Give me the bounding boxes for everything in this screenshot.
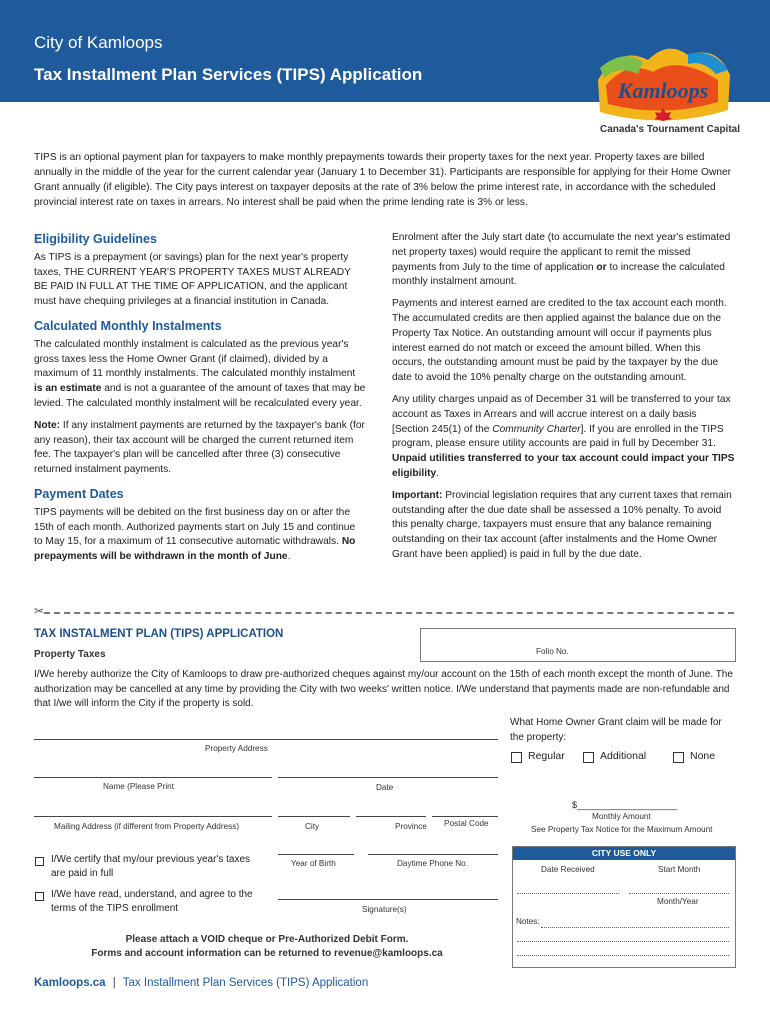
- notes-line-1[interactable]: [541, 927, 729, 928]
- grant-additional-checkbox[interactable]: [583, 752, 594, 763]
- province-label: Province: [395, 822, 427, 831]
- signature-label: Signature(s): [362, 905, 407, 914]
- cut-line: [44, 612, 734, 614]
- daytime-phone-label: Daytime Phone No.: [397, 859, 468, 868]
- tagline: Canada's Tournament Capital: [600, 124, 740, 135]
- province-field[interactable]: [356, 816, 426, 817]
- daytime-phone-field[interactable]: [368, 854, 498, 855]
- city-use-box: [512, 846, 736, 968]
- authorization-text: I/We hereby authorize the City of Kamloops to draw pre-authorized cheques against my/our account on the 15th of each month except the month of June. The authorization may be cancelled at any time by providing the City with two weeks' written notice. I/We understand that payments made are non-refundable and that I/we will inform the City if the property is sold.: [34, 669, 733, 709]
- right-column: [392, 231, 736, 570]
- enrolment-bold: or: [596, 261, 607, 273]
- monthly-amount-field[interactable]: $____________________: [572, 800, 678, 810]
- eligibility-text: As TIPS is a prepayment (or savings) plan for the next year's property taxes, THE CURRENT YEAR'S PROPERTY TAXES MUST ALREADY BE PAID IN FULL AT THE TIME OF APPLICATION, and the applicant must have chequing privileges at a financial institution in Canada.: [34, 251, 351, 308]
- notes-line-2[interactable]: [517, 941, 729, 942]
- utility-c: .: [436, 467, 439, 479]
- calc-text-bold: is an estimate: [34, 383, 102, 395]
- mailing-address-label: Mailing Address (if different from Property Address): [54, 822, 240, 831]
- attach-cheque-note: Please attach a VOID cheque or Pre-Authorized Debit Form.: [125, 934, 409, 945]
- footer-doc-title: Tax Installment Plan Services (TIPS) Application: [122, 977, 369, 989]
- attach-note: [34, 933, 500, 961]
- name-field[interactable]: [34, 777, 272, 778]
- enrolment-text: [392, 231, 736, 290]
- footer: [34, 977, 368, 989]
- utility-text: [392, 393, 736, 482]
- year-of-birth-label: Year of Birth: [291, 859, 336, 868]
- monthly-amount-label: Monthly Amount: [592, 812, 651, 821]
- property-address-field[interactable]: [34, 739, 498, 740]
- grant-regular-label: Regular: [528, 750, 565, 762]
- important-body: Provincial legislation requires that any current taxes that remain outstanding after the due date shall be assessed a 10% penalty. To avoid this penalty charge, taxpayers must ensure that any balance remaining outstanding on their tax account (after instalments and the Home Owner Grant have been applied) is paid in full by the due date.: [392, 489, 732, 560]
- kamloops-logo: [588, 40, 738, 136]
- grant-question: What Home Owner Grant claim will be made for the property:: [510, 717, 722, 743]
- note-label: Note:: [34, 419, 61, 431]
- folio-number-field[interactable]: [420, 628, 736, 662]
- payment-text: [34, 506, 366, 565]
- city-label: City: [305, 822, 320, 831]
- utility-italic: Community Charter: [492, 423, 581, 435]
- start-month-field[interactable]: [629, 893, 729, 894]
- header-city: City of Kamloops: [34, 33, 163, 52]
- return-forms-note: Forms and account information can be returned to revenue@kamloops.ca: [91, 948, 443, 959]
- form-subtitle: Property Taxes: [34, 649, 106, 660]
- calc-text-b: and is not a guarantee of the amount of taxes that may be levied. The calculated monthly instalment will be recalculated every year.: [34, 383, 366, 409]
- date-received-field[interactable]: [517, 893, 619, 894]
- payment-heading: Payment Dates: [34, 486, 124, 501]
- agree-checkbox[interactable]: [35, 892, 44, 901]
- signature-field[interactable]: [278, 899, 498, 900]
- eligibility-heading: Eligibility Guidelines: [34, 232, 157, 246]
- date-received-label: Date Received: [541, 865, 595, 874]
- notes-line-3[interactable]: [517, 955, 729, 956]
- folio-label: Folio No.: [536, 647, 569, 656]
- month-year-label: Month/Year: [657, 897, 699, 906]
- year-of-birth-field[interactable]: [278, 854, 354, 855]
- form-title: TAX INSTALMENT PLAN (TIPS) APPLICATION: [34, 628, 284, 640]
- intro-paragraph: TIPS is an optional payment plan for taxpayers to make monthly prepayments towards their property taxes for the next year. Property taxes are billed annually in the middle of the year for the current calendar year (January 1 to December 31). Participants are responsible for applying for their Home Owner Grant annually (if eligible). The City pays interest on taxpayer deposits at the rate of 3% below the prime interest rate, in accordance with the scheduled provincial interest rate on taxes in arrears. No interest shall be paid when the prime lending rate is 3% or less.: [34, 152, 732, 208]
- name-label: Name (Please Print: [103, 782, 174, 791]
- grant-regular-checkbox[interactable]: [511, 752, 522, 763]
- postal-code-field[interactable]: [432, 816, 498, 817]
- note-body: If any instalment payments are returned by the taxpayer's bank (for any reason), their tax account will be charged the current returned item fee. The taxpayer's plan will be cancelled after three (3) consecutive returned instalment payments.: [34, 419, 365, 476]
- note-text: [34, 419, 366, 478]
- date-label: Date: [376, 783, 394, 792]
- certify-label: I/We certify that my/our previous year's taxes are paid in full: [51, 854, 251, 879]
- left-column: [34, 232, 366, 572]
- calc-text: [34, 338, 366, 412]
- notes-label: Notes:: [516, 917, 540, 926]
- payment-text-a: TIPS payments will be debited on the first business day on or after the 15th of each month. Authorized payments start on July 15 and continue to May 15, for a maximum of 11 consecutive automatic withdrawals.: [34, 506, 356, 548]
- enrolment-b: to increase the calculated monthly instalment amount.: [392, 261, 725, 288]
- payment-text-b: .: [287, 551, 291, 563]
- city-field[interactable]: [278, 816, 350, 817]
- property-address-label: Property Address: [205, 744, 268, 753]
- certify-checkbox[interactable]: [35, 857, 44, 866]
- utility-bold: Unpaid utilities transferred to your tax account could impact your TIPS eligibility: [392, 453, 735, 479]
- enrolment-a: Enrolment after the July start date (to accumulate the next year's estimated net property taxes) would require the applicant to remit the missed payments from July to the time of application: [392, 232, 731, 273]
- utility-a: Any utility charges unpaid as of December 31 will be transferred to your tax account as Taxes in Arrears and will accrue interest on a daily basis [Section 245(1) of the: [392, 393, 731, 435]
- grant-none-checkbox[interactable]: [673, 752, 684, 763]
- calc-heading: Calculated Monthly Instalments: [34, 318, 222, 333]
- see-notice-label: See Property Tax Notice for the Maximum Amount: [531, 825, 713, 834]
- important-label: Important:: [392, 489, 443, 501]
- footer-separator: |: [112, 977, 116, 989]
- logo-wordmark: Kamloops: [617, 78, 709, 103]
- agree-label: I/We have read, understand, and agree to the terms of the TIPS enrollment: [51, 889, 253, 914]
- city-use-heading: CITY USE ONLY: [513, 847, 735, 860]
- date-field[interactable]: [278, 777, 498, 778]
- calc-text-a: The calculated monthly instalment is calculated as the previous year's gross taxes less the Home Owner Grant (if claimed), divided by a maximum of 11 monthly instalments. The calculated monthly instalment: [34, 338, 356, 380]
- payment-text-bold: No prepayments will be withdrawn in the month of June: [34, 536, 356, 563]
- postal-code-label: Postal Code: [444, 819, 489, 828]
- grant-none-label: None: [690, 750, 716, 762]
- footer-site-link[interactable]: Kamloops.ca: [34, 977, 106, 989]
- start-month-label: Start Month: [658, 865, 701, 874]
- grant-additional-label: Additional: [600, 750, 647, 762]
- scissors-icon: ✂: [34, 604, 45, 618]
- mailing-address-field[interactable]: [34, 816, 272, 817]
- important-text: [392, 489, 736, 563]
- utility-b: ]. If you are enrolled in the TIPS program, please ensure utility accounts are paid in full by December 31.: [392, 423, 724, 450]
- credits-text: Payments and interest earned are credited to the tax account each month. The accumulated credits are then applied against the balance due on the Property Tax Notice. An outstanding amount will occur if payments plus interest earned do not match or exceed the amount billed. When this occurs, the outstanding amount must be paid by the taxpayer by the due date to avoid the 10% penalty charge on the outstanding amount.: [392, 298, 727, 384]
- page-title: Tax Installment Plan Services (TIPS) Application: [34, 65, 423, 84]
